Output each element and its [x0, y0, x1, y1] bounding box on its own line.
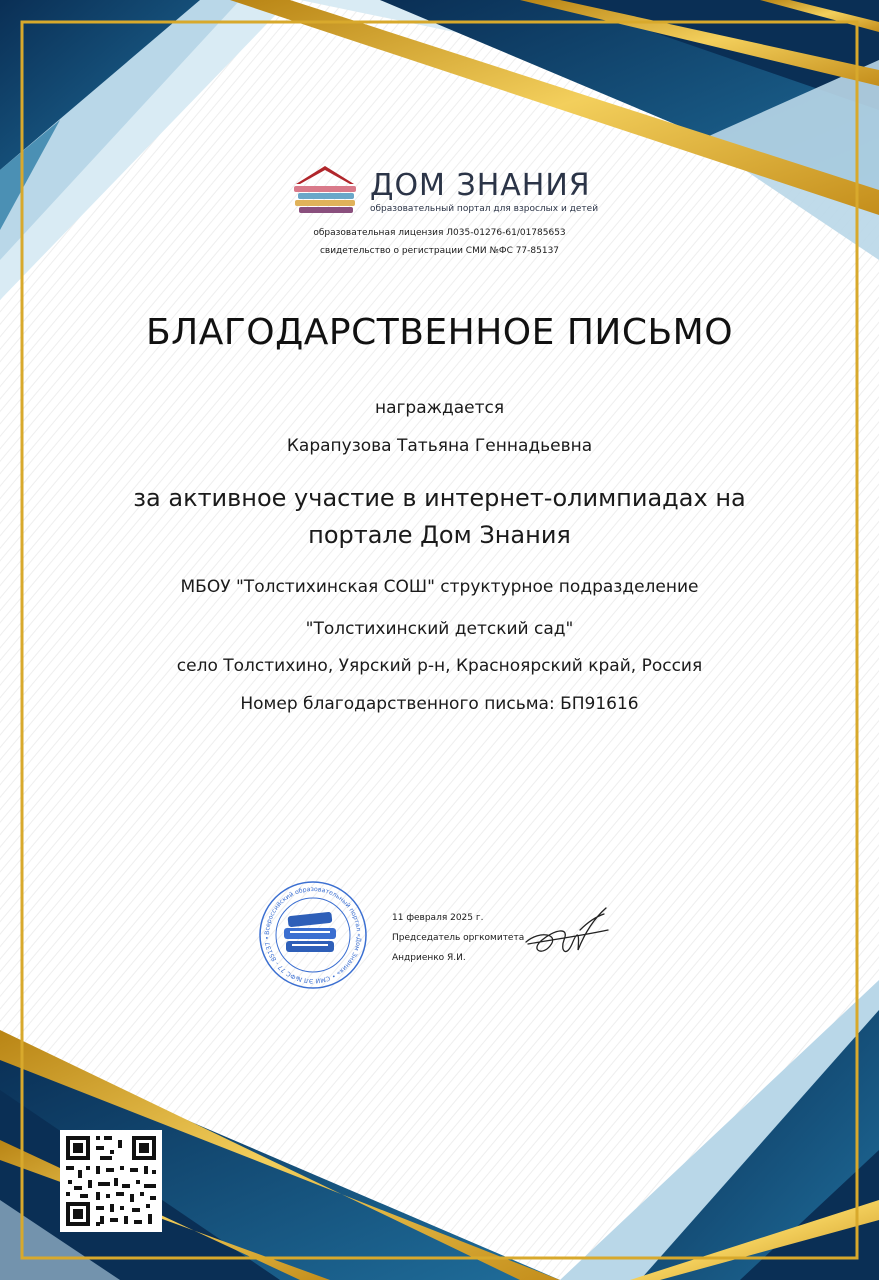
award-reason: [0, 480, 879, 554]
house-books-icon: [290, 162, 360, 214]
registration-text: свидетельство о регистрации СМИ №ФС 77-85137: [319, 246, 560, 256]
certificate-title: БЛАГОДАРСТВЕННОЕ ПИСЬМО: [145, 312, 734, 353]
signer-role: Председатель оргкомитета: [392, 933, 525, 943]
organization-line: "Толстихинский детский сад": [305, 619, 574, 639]
awarded-label: награждается: [374, 398, 505, 418]
location-text: село Толстихино, Уярский р-н, Красноярский край, Россия: [176, 656, 703, 676]
issue-date: 11 февраля 2025 г.: [392, 913, 484, 923]
organization-line: МБОУ "Толстихинская СОШ" структурное подразделение: [180, 577, 699, 597]
award-reason-line: за активное участие в интернет-олимпиадах на: [133, 484, 746, 512]
brand-name: ДОМ ЗНАНИЯ: [370, 168, 591, 203]
signer-name: Андриенко Я.И.: [392, 953, 466, 963]
award-reason-line: портале Дом Знания: [308, 521, 571, 549]
letter-number: Номер благодарственного письма: БП91616: [240, 694, 639, 714]
brand-logo: [290, 162, 600, 222]
handwritten-signature: [520, 900, 610, 970]
stamp-text: Всероссийский образовательный портал «Дом Знания» • СМИ ЭЛ №ФС 77 - 85137 •: [263, 885, 363, 985]
signature-block: [392, 908, 524, 968]
recipient-name: Карапузова Татьяна Геннадьевна: [286, 436, 593, 456]
license-text: образовательная лицензия Л035-01276-61/01785653: [313, 228, 566, 238]
books-stamp-icon: [258, 880, 368, 990]
qr-code-icon: [60, 1130, 162, 1232]
brand-tagline: образовательный портал для взрослых и детей: [370, 204, 599, 214]
